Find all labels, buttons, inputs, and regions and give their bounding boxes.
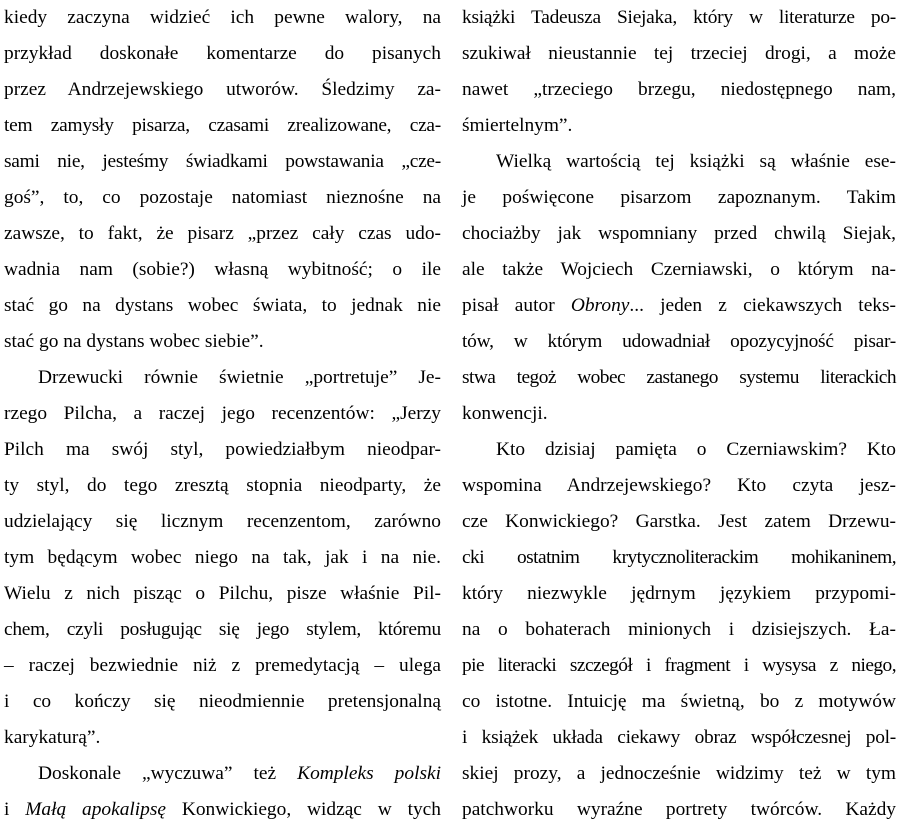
text-line: przykład doskonałe komentarze do pisanych xyxy=(4,43,441,64)
text-line: który niezwykle jędrnym językiem przypomi- xyxy=(462,583,896,604)
text-line: kiedy zaczyna widzieć ich pewne walory, na xyxy=(4,7,441,28)
text-line: szukiwał nieustannie tej trzeciej drogi, a może xyxy=(462,43,896,64)
paragraph-end-line: konwencji. xyxy=(462,403,548,424)
text-line: ty styl, do tego zresztą stopnia nieodparty, że xyxy=(4,475,441,496)
text-line: co istotne. Intuicję ma świetną, bo z motywów xyxy=(462,691,896,712)
text-run: Konwickiego, widząc w tych xyxy=(166,799,441,820)
text-line: i książek układa ciekawy obraz współczesnej pol- xyxy=(462,727,896,748)
text-line: zawsze, to fakt, że pisarz „przez cały czas udo- xyxy=(4,223,441,244)
text-line: tów, w którym udowadniał opozycyjność pisar- xyxy=(462,331,896,352)
text-line: stać go na dystans wobec świata, to jednak nie xyxy=(4,295,441,316)
paragraph-start-line: Drzewucki równie świetnie „portretuje” Je- xyxy=(38,367,441,388)
text-line xyxy=(462,288,896,324)
text-line: wadnia nam (sobie?) własną wybitność; o ile xyxy=(4,259,441,280)
book-title: Obrony xyxy=(570,295,630,316)
text-line: cki ostatnim krytycznoliterackim mohikaninem, xyxy=(462,547,896,568)
text-line: je poświęcone pisarzom zapoznanym. Takim xyxy=(462,187,896,208)
text-line: chem, czyli posługując się jego stylem, któremu xyxy=(4,619,441,640)
text-line: przez Andrzejewskiego utworów. Śledzimy za- xyxy=(4,79,441,100)
text-line: Pilch ma swój styl, powiedziałbym nieodpar- xyxy=(4,439,441,460)
text-line: cze Konwickiego? Garstka. Jest zatem Drzewu- xyxy=(462,511,896,532)
text-line: pie literacki szczegół i fragment i wysysa z niego, xyxy=(462,655,896,676)
text-line: ale także Wojciech Czerniawski, o którym na- xyxy=(462,259,896,280)
text-line: tym będącym wobec niego na tak, jak i na nie. xyxy=(4,547,441,568)
text-run: i xyxy=(4,799,26,820)
text-line: książki Tadeusza Siejaka, który w literaturze po- xyxy=(462,7,896,28)
text-line: nawet „trzeciego brzegu, niedostępnego nam, xyxy=(462,79,896,100)
text-line: patchworku wyraźne portrety twórców. Każdy xyxy=(462,799,896,820)
text-run: ... jeden z ciekawszych teks- xyxy=(629,295,896,316)
paragraph-start-line: Kto dzisiaj pamięta o Czerniawskim? Kto xyxy=(496,439,896,460)
paragraph-end-line: śmiertelnym”. xyxy=(462,115,573,136)
text-line: na o bohaterach minionych i dzisiejszych. Ła- xyxy=(462,619,896,640)
text-line: stwa tegoż wobec zastanego systemu literackich xyxy=(462,367,896,388)
text-line: chociażby jak wspomniany przed chwilą Siejak, xyxy=(462,223,896,244)
text-line: goś”, to, co pozostaje natomiast nieznośne na xyxy=(4,187,441,208)
text-line: rzego Pilcha, a raczej jego recenzentów: „Jerzy xyxy=(4,403,441,424)
paragraph-start-line xyxy=(4,756,441,792)
text-line: – raczej bezwiednie niż z premedytacją – ulega xyxy=(4,655,441,676)
text-line: wspomina Andrzejewskiego? Kto czyta jesz- xyxy=(462,475,896,496)
text-line: Wielu z nich pisząc o Pilchu, pisze właśnie Pil- xyxy=(4,583,441,604)
text-run: Doskonale „wyczuwa” też xyxy=(38,763,298,784)
paragraph-end-line: stać go na dystans wobec siebie”. xyxy=(4,331,264,352)
text-line: skiej prozy, a jednocześnie widzimy też w tym xyxy=(462,763,896,784)
text-line: sami nie, jesteśmy świadkami powstawania „cze- xyxy=(4,151,441,172)
text-line: udzielający się licznym recenzentom, zarówno xyxy=(4,511,441,532)
text-line: tem zamysły pisarza, czasami zrealizowane, cza- xyxy=(4,115,441,136)
text-line: i co kończy się nieodmiennie pretensjonalną xyxy=(4,691,441,712)
book-title: Małą apokalipsę xyxy=(25,799,167,820)
text-line xyxy=(4,792,441,828)
text-run: pisał autor xyxy=(462,295,571,316)
paragraph-start-line: Wielką wartością tej książki są właśnie ese- xyxy=(496,151,896,172)
book-title: Kompleks polski xyxy=(297,763,441,784)
paragraph-end-line: karykaturą”. xyxy=(4,727,101,748)
